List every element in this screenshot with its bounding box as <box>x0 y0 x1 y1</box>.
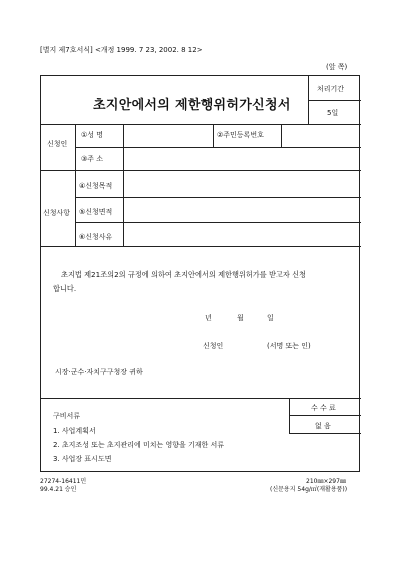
area-label: ⑤신청면적 <box>79 208 113 216</box>
application-section-label: 신청사항 <box>43 209 71 217</box>
paper-size: 210㎜×297㎜ <box>306 478 346 485</box>
processing-period-label: 처리기간 <box>317 85 345 93</box>
document-item: 2. 초지조성 또는 초지관리에 미치는 영향을 기재한 서류 <box>53 441 225 449</box>
reason-label: ⑥신청사유 <box>79 233 113 241</box>
date-month: 월 <box>237 314 244 322</box>
documents-heading: 구비서류 <box>53 412 81 420</box>
statement-line-1: 초지법 제21조의2의 규정에 의하여 초지안에서의 제한행위허가를 받고자 신청 <box>61 270 306 279</box>
fee-label: 수 수 료 <box>311 404 336 412</box>
recipient: 시장·군수·자치구구청장 귀하 <box>55 368 143 376</box>
name-label: ①성 명 <box>81 131 104 139</box>
purpose-label: ④신청목적 <box>79 182 113 190</box>
statement-line-2: 합니다. <box>53 284 77 293</box>
date-day: 일 <box>267 314 274 322</box>
fee-value: 없 음 <box>315 422 331 430</box>
signature-applicant-label: 신청인 <box>203 342 224 350</box>
form-code: 27274-16411민 <box>40 478 87 485</box>
application-form <box>40 75 360 472</box>
processing-period-value: 5일 <box>327 109 339 117</box>
page-side-label: (앞 쪽) <box>326 63 348 71</box>
form-title: 초지안에서의 제한행위허가신청서 <box>93 98 291 113</box>
approval-date: 99.4.21 승인 <box>40 486 77 493</box>
signature-note: (서명 또는 인) <box>267 342 311 350</box>
paper-type: (신문용지 54g/㎡(재활용품)) <box>270 486 348 493</box>
document-item: 1. 사업계획서 <box>53 427 96 435</box>
document-item: 3. 사업장 표시도면 <box>53 455 112 463</box>
applicant-section-label: 신청인 <box>47 140 68 148</box>
address-label: ③주 소 <box>81 155 104 163</box>
form-reference: [별지 제7호서식] <개정 1999. 7 23, 2002. 8 12> <box>40 46 203 54</box>
date-year: 년 <box>205 314 212 322</box>
id-number-label: ②주민등록번호 <box>217 131 264 139</box>
